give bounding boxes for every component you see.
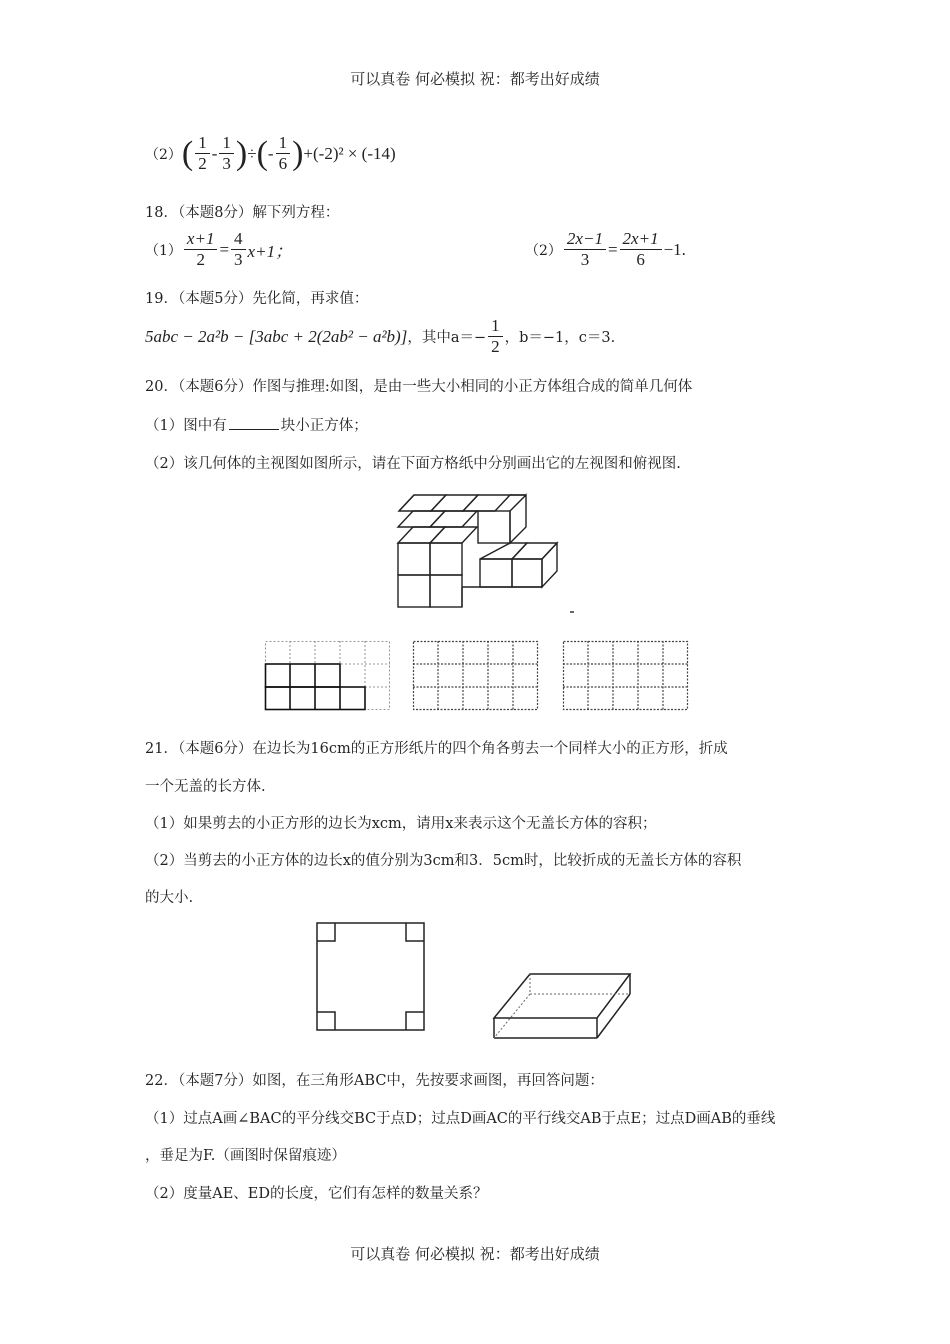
fraction: $\frac{1}{3}$	[219, 133, 234, 174]
open-box-figure	[492, 972, 632, 1042]
q20-part1: （1）图中有 块小正方体；	[145, 418, 368, 434]
q20-part2: （2）该几何体的主视图如图所示，请在下面方格纸中分别画出它的左视图和俯视图.	[145, 456, 681, 472]
q21-part1: （1）如果剪去的小正方形的边长为xcm，请用x来表示这个无盖长方体的容积；	[145, 816, 657, 832]
q21-part2-line2: 的大小.	[145, 890, 194, 906]
answer-blank[interactable]	[229, 429, 279, 430]
q22-part1-line1: （1）过点A画∠BAC的平分线交BC于点D；过点D画AC的平行线交AB于点E；过点D画AB的垂线	[145, 1111, 776, 1127]
fraction: $\frac{2x+1}{6}$	[620, 229, 662, 270]
q21-part2-line1: （2）当剪去的小正方体的边长x的值分别为3cm和3．5cm时，比较折成的无盖长方体的容积	[145, 853, 742, 869]
q22-part1-line2: ，垂足为F.（画图时保留痕迹）	[145, 1148, 346, 1164]
q17-part2-label: （2）	[145, 146, 182, 163]
square-paper-figure	[316, 922, 426, 1032]
fraction: $\frac{x+1}{2}$	[184, 229, 218, 270]
fraction: $\frac{1}{2}$	[488, 316, 503, 357]
page-header: 可以真卷 何必模拟 祝：都考出好成绩	[350, 70, 600, 88]
q19-title: 19．（本题5分）先化简，再求值：	[145, 291, 369, 307]
q19-expression: 5abc − 2a²b − [3abc + 2(2ab² − a²b)] ，其中a＝− $\frac{1}{2}$ ，b＝−1，c＝3.	[145, 316, 616, 356]
fraction: $\frac{4}{3}$	[231, 229, 246, 270]
q18-part1: （1） $\frac{x+1}{2}$ = $\frac{4}{3}$ x+1；	[145, 229, 293, 269]
fraction: $\frac{2x-1}{3}$	[564, 229, 606, 270]
fraction: $\frac{1}{6}$	[276, 133, 291, 174]
q22-title: 22．（本题7分）如图，在三角形ABC中，先按要求画图，再回答问题：	[145, 1073, 604, 1089]
q17-part2-tail: +(-2)² × (-14)	[303, 143, 396, 163]
q21-line1: 21．（本题6分）在边长为16cm的正方形纸片的四个角各剪去一个同样大小的正方形，折成	[145, 741, 728, 757]
top-view-grid	[563, 641, 688, 710]
q20-title: 20．（本题6分）作图与推理:如图，是由一些大小相同的小正方体组合成的简单几何体	[145, 379, 693, 395]
page-footer: 可以真卷 何必模拟 祝：都考出好成绩	[350, 1245, 600, 1263]
left-view-grid	[413, 641, 538, 710]
q22-part2: （2）度量AE、ED的长度，它们有怎样的数量关系？	[145, 1186, 488, 1202]
q17-part2: （2） ( $\frac{1}{2}$ - $\frac{1}{3}$ ) ÷ ( - $\frac{1}{6}$ ) +(-2)² × (-14)	[145, 133, 396, 173]
fraction: $\frac{1}{2}$	[195, 133, 210, 174]
q21-line2: 一个无盖的长方体.	[145, 779, 266, 795]
decorative-mark	[570, 611, 574, 613]
q18-title: 18．（本题8分）解下列方程：	[145, 205, 340, 221]
front-view-grid	[265, 641, 390, 710]
q18-part2: （2） $\frac{2x-1}{3}$ = $\frac{2x+1}{6}$ −1.	[525, 229, 686, 269]
cube-figure	[390, 495, 560, 613]
